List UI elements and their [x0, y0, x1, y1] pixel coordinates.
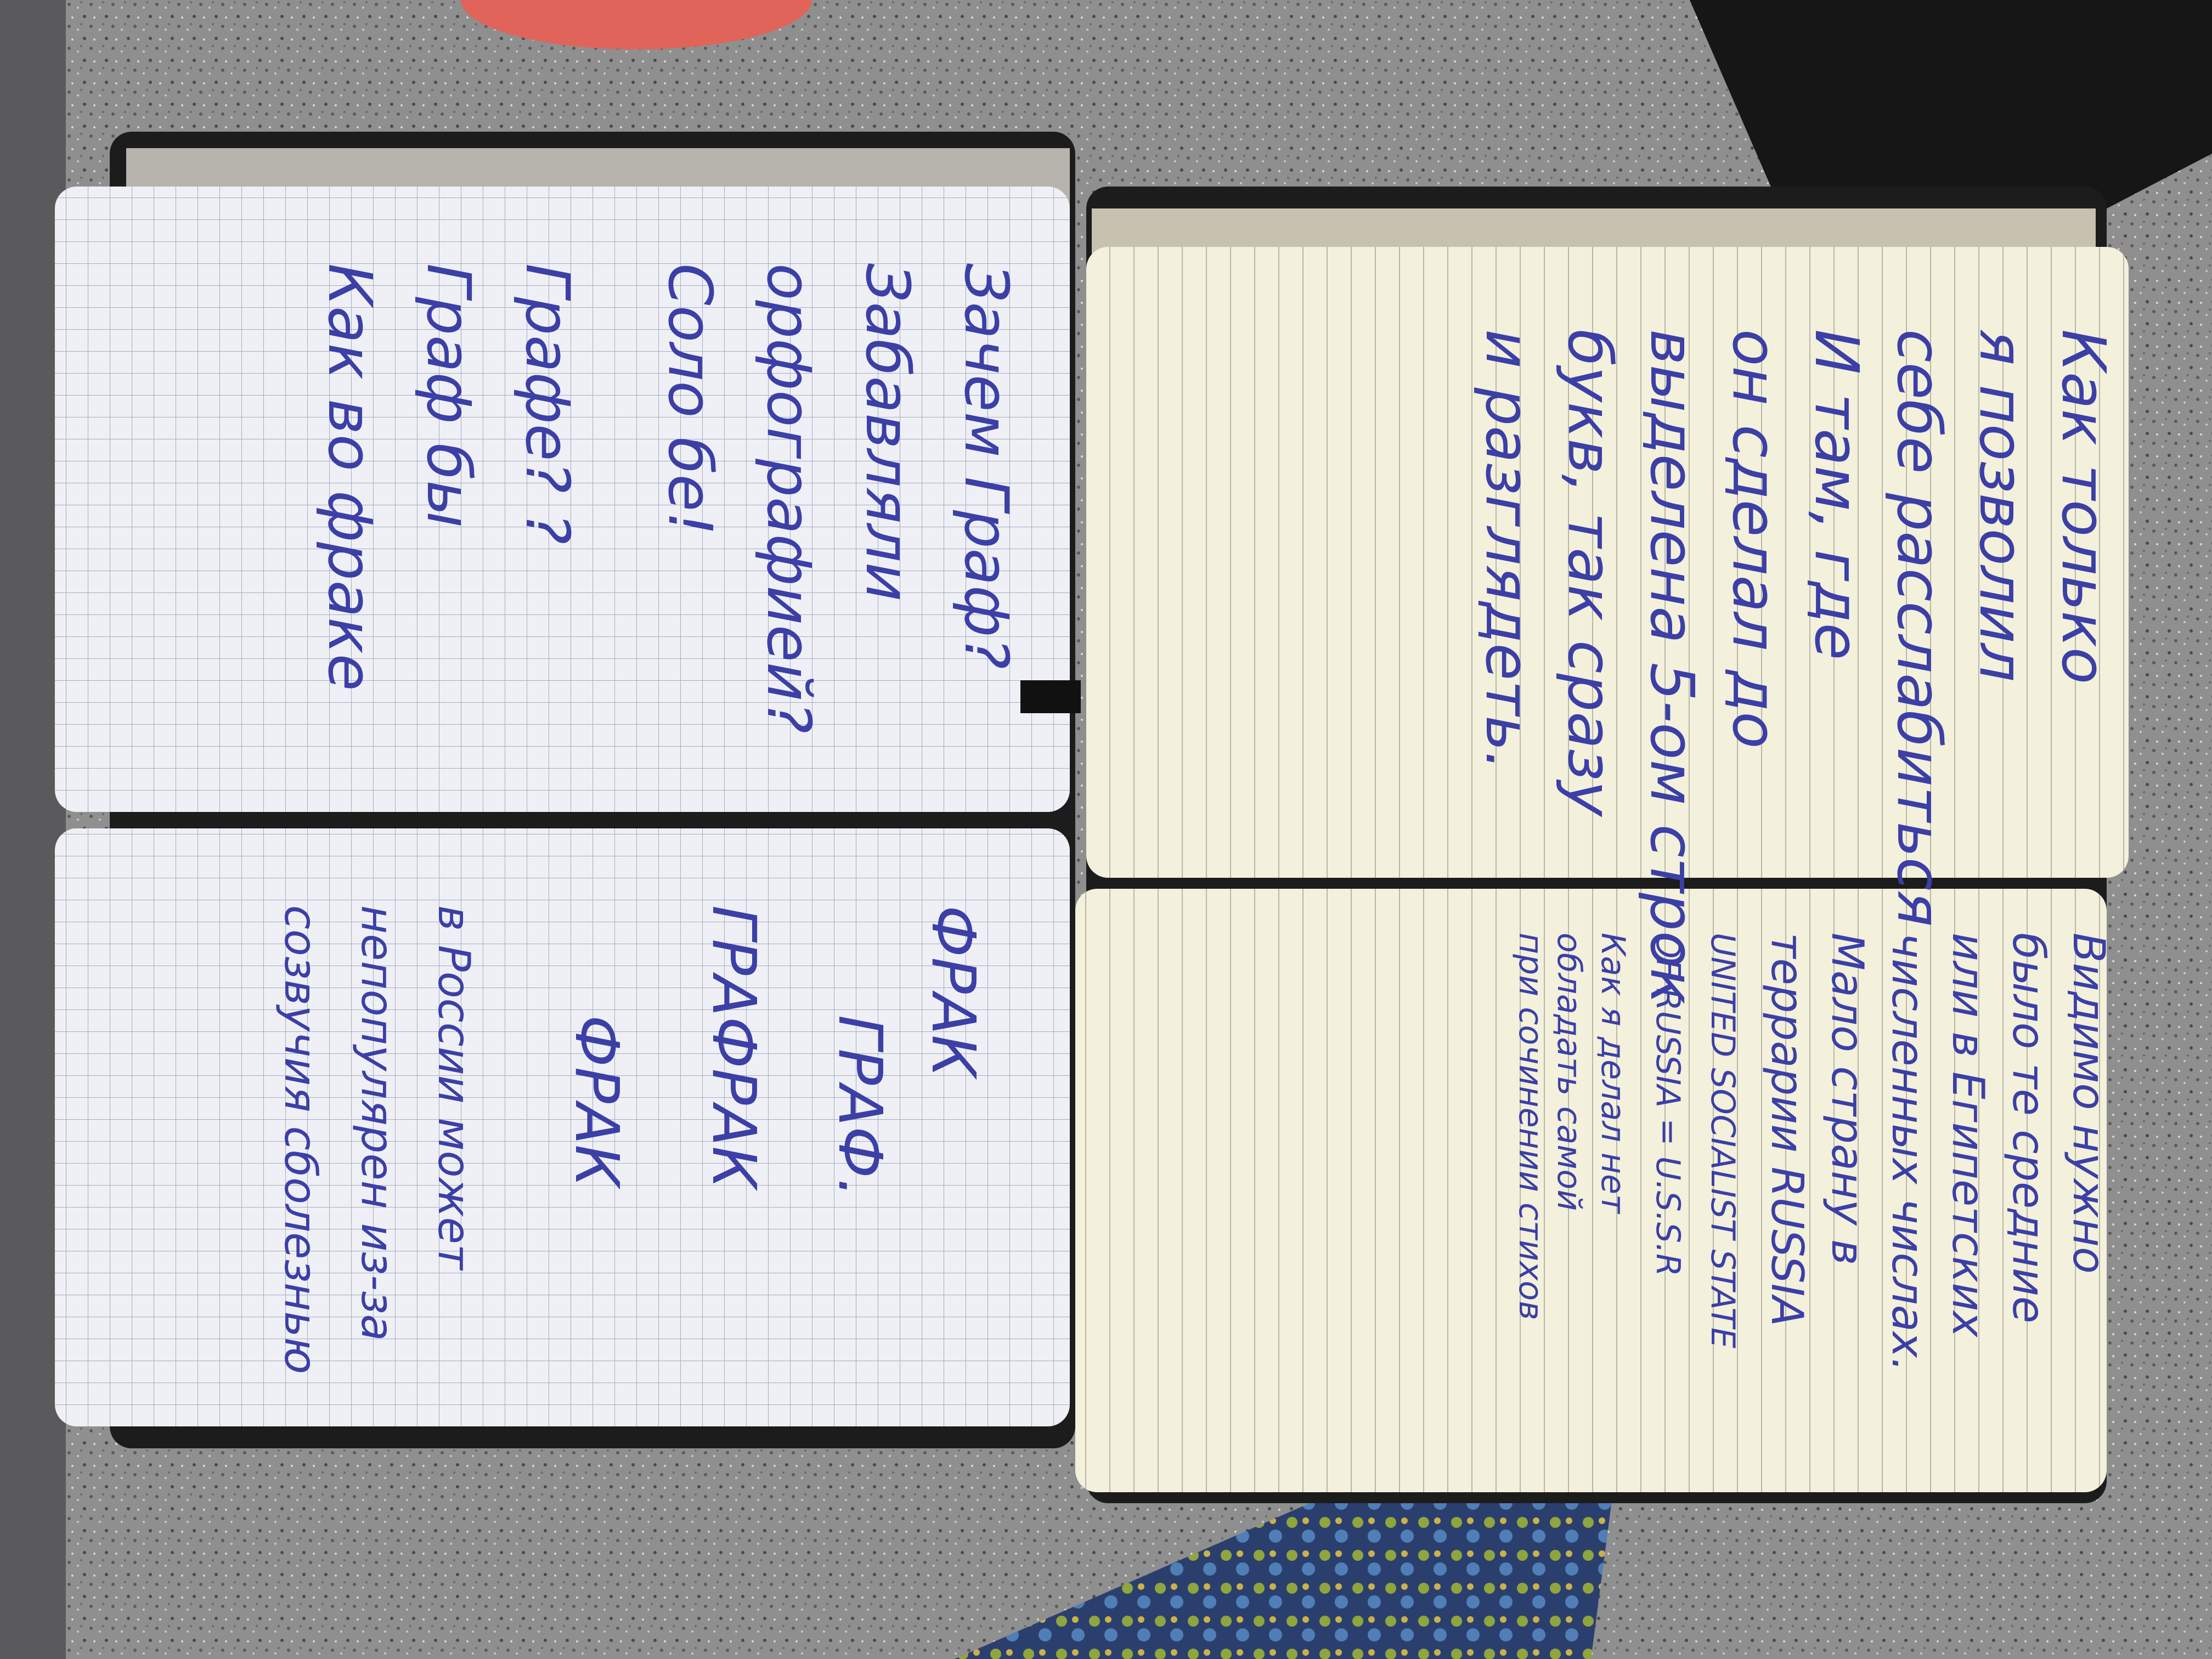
handwritten-line: Как я делал нет [1594, 933, 1632, 1214]
handwritten-line: или в Египетских [1943, 933, 1994, 1338]
handwritten-line: UNITED SOCIALIST STATE [1703, 933, 1742, 1348]
handwritten-line: Граф бы [414, 263, 484, 528]
handwritten-line: Забавляли [853, 263, 923, 602]
handwritten-line: Графе? ? [512, 263, 583, 544]
handwritten-line: Как только [2049, 329, 2119, 685]
handwritten-line: орфографией? [754, 263, 824, 733]
handwritten-line: при сочинении стихов [1511, 933, 1550, 1321]
handwritten-line: И там, где [1802, 329, 1872, 661]
handwritten-line: Видимо нужно [2063, 933, 2114, 1274]
handwritten-line: ГРАФ. [825, 1015, 895, 1198]
handwritten-line: было те средние [2003, 933, 2054, 1324]
handwritten-line: ФРАК [562, 1015, 632, 1188]
handwritten-line: OF RUSSIA = U.S.S.R [1649, 933, 1687, 1277]
handwritten-line: террарии RUSSIA [1762, 933, 1813, 1327]
handwritten-line: я позволил [1966, 329, 2036, 682]
handwritten-line: в России может [428, 905, 479, 1270]
handwritten-line: Мало страну в [1822, 933, 1873, 1266]
handwritten-line: Соло бе! [655, 263, 725, 536]
handwritten-line: созвучия сболезнью [275, 905, 326, 1374]
handwritten-line: ГРАФРАК [699, 905, 769, 1189]
handwritten-line: численных числах. [1882, 933, 1933, 1372]
handwritten-line: непопулярен из-за [352, 905, 403, 1341]
handwritten-line: себе расслабиться [1884, 329, 1954, 927]
page-ribbon [1020, 680, 1081, 713]
handwritten-line: Как во фраке [315, 263, 385, 691]
handwritten-line: ФРАК [918, 905, 989, 1078]
handwritten-line: и разглядеть. [1472, 329, 1543, 771]
handwritten-line: букв, так сразу [1555, 329, 1625, 817]
handwritten-line: он сделал до [1719, 329, 1790, 749]
handwritten-line: выделена 5-ом строк [1637, 329, 1707, 1005]
handwritten-line: Зачем Граф? [951, 263, 1022, 669]
handwritten-line: обладать самой [1550, 933, 1588, 1211]
